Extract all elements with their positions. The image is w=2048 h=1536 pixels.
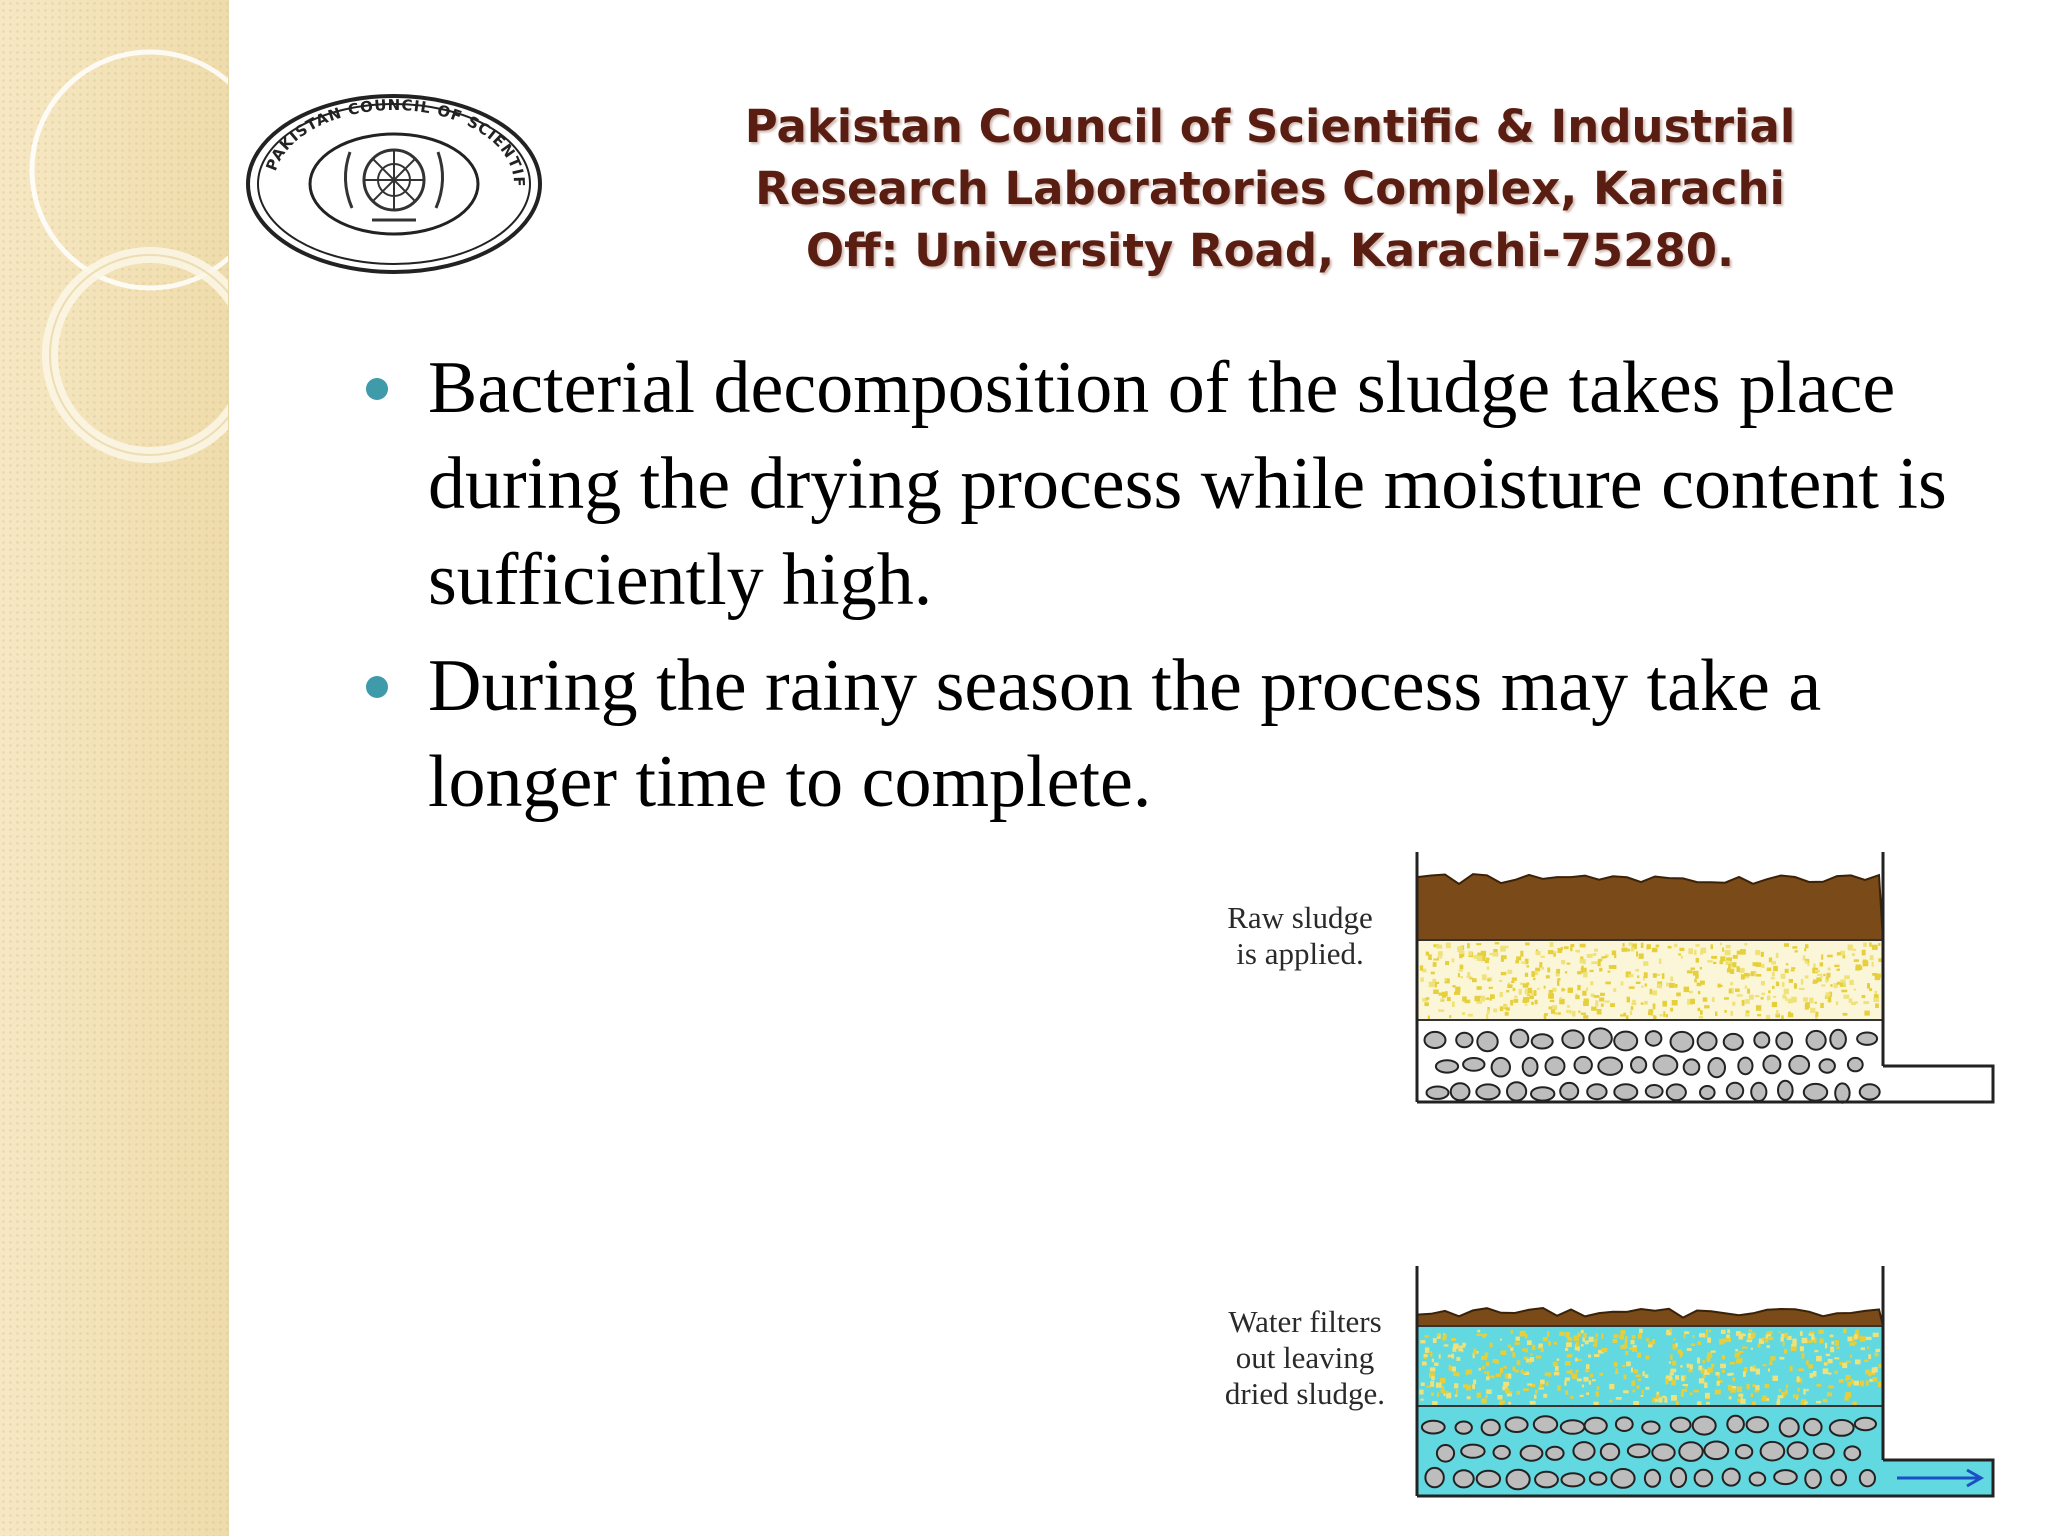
drying-bed-diagram-raw-sludge — [1215, 848, 2015, 1108]
bullet-item — [362, 638, 2002, 830]
diagram-label-line: out leaving — [1235, 1340, 1375, 1375]
diagram-label-line: Water filters — [1228, 1304, 1382, 1339]
svg-text:PAKISTAN COUNCIL OF SCIENTIFIC: PAKISTAN COUNCIL OF SCIENTIF — [262, 95, 529, 188]
drying-bed-illustration — [1405, 1262, 2015, 1502]
header-line-3: Off: University Road, Karachi-75280. — [805, 224, 1735, 277]
bullet-item — [362, 340, 2002, 628]
diagram-label — [1215, 1304, 1395, 1412]
side-decoration-panel — [0, 0, 229, 1536]
diagram-label — [1215, 900, 1385, 972]
bullet-text: Bacterial decomposition of the sludge takes place during the drying process while moisture content is sufficiently high. — [428, 347, 1947, 621]
header-line-1: Pakistan Council of Scientific & Industrial — [744, 100, 1796, 153]
bullet-list — [362, 340, 2002, 840]
institution-header — [620, 96, 1920, 282]
diagram-label-line: Raw sludge — [1227, 900, 1373, 935]
decorative-rings — [0, 0, 228, 1536]
bullet-marker-icon — [366, 378, 388, 400]
header-line-2: Research Laboratories Complex, Karachi — [755, 162, 1785, 215]
drying-bed-illustration — [1405, 848, 2015, 1108]
bullet-text: During the rainy season the process may take a longer time to complete. — [428, 645, 1822, 823]
diagram-label-line: dried sludge. — [1224, 1376, 1386, 1411]
bullet-marker-icon — [366, 676, 388, 698]
pcsir-logo — [244, 92, 544, 276]
drying-bed-diagram-dried-sludge — [1215, 1262, 2015, 1502]
diagram-label-line: is applied. — [1236, 936, 1364, 971]
